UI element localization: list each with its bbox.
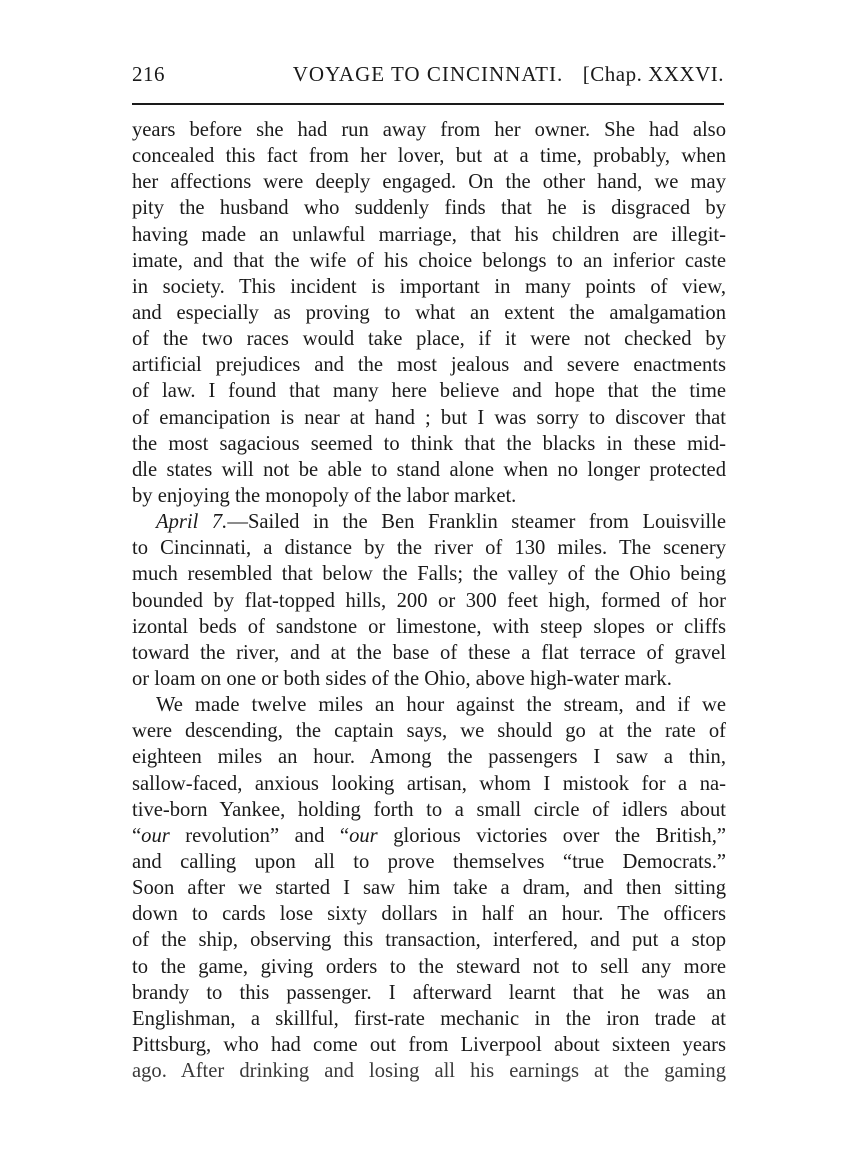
chapter-label: [Chap. XXXVI. bbox=[582, 62, 724, 86]
text-line: We made twelve miles an hour against the stream, and if we bbox=[156, 694, 726, 717]
text-line: and calling upon all to prove themselves “true Democrats.” bbox=[132, 850, 726, 873]
text-line: of the two races would take place, if it were not checked by bbox=[132, 328, 726, 351]
text-line: by enjoying the monopoly of the labor market. bbox=[132, 484, 517, 507]
text-line: toward the river, and at the base of these a flat terrace of gravel bbox=[132, 641, 726, 664]
text-line: concealed this fact from her lover, but at a time, probably, when bbox=[132, 145, 726, 168]
open-quote: “ bbox=[132, 824, 142, 847]
text-line: were descending, the captain says, we should go at the rate of bbox=[132, 720, 726, 743]
text-line-segment: revolution” and “ bbox=[169, 824, 350, 847]
text-line: tive-born Yankee, holding forth to a small circle of idlers about bbox=[132, 798, 726, 821]
text-line: having made an unlawful marriage, that his children are illegit- bbox=[132, 223, 726, 246]
page-number: 216 bbox=[132, 62, 165, 86]
italic-our: our bbox=[349, 824, 378, 847]
text-line: Englishman, a skillful, first-rate mechanic in the iron trade at bbox=[132, 1007, 726, 1030]
text-line: sallow-faced, anxious looking artisan, whom I mistook for a na- bbox=[132, 772, 726, 795]
text-line: bounded by flat-topped hills, 200 or 300 feet high, formed of hor bbox=[132, 589, 726, 612]
text-line: of emancipation is near at hand ; but I was sorry to discover that bbox=[132, 406, 726, 429]
text-line: to Cincinnati, a distance by the river of 130 miles. The scenery bbox=[132, 537, 726, 560]
text-line: Pittsburg, who had come out from Liverpool about sixteen years bbox=[132, 1033, 726, 1056]
text-line: dle states will not be able to stand alone when no longer protected bbox=[132, 458, 726, 481]
text-line: years before she had run away from her owner. She had also bbox=[132, 119, 726, 141]
text-line: down to cards lose sixty dollars in half an hour. The officers bbox=[132, 903, 726, 926]
text-line: eighteen miles an hour. Among the passengers I saw a thin, bbox=[132, 746, 726, 769]
dateline-line bbox=[132, 509, 726, 535]
running-title: VOYAGE TO CINCINNATI. bbox=[292, 62, 564, 86]
text-line: brandy to this passenger. I afterward learnt that he was an bbox=[132, 981, 726, 1004]
text-line: and especially as proving to what an extent the amalgamation bbox=[132, 301, 726, 324]
dateline: April 7. bbox=[156, 511, 228, 534]
text-line: of the ship, observing this transaction, interfered, and put a stop bbox=[132, 929, 726, 952]
running-head bbox=[132, 62, 724, 92]
text-line: to the game, giving orders to the steward not to sell any more bbox=[132, 955, 726, 978]
text-line: izontal beds of sandstone or limestone, with steep slopes or cliffs bbox=[132, 615, 726, 638]
quoted-line bbox=[132, 823, 726, 849]
text-line-segment: —Sailed in the Ben Franklin steamer from Louisville bbox=[227, 511, 726, 534]
text-line: ago. After drinking and losing all his earnings at the gaming bbox=[132, 1060, 726, 1083]
text-line: her affections were deeply engaged. On the other hand, we may bbox=[132, 171, 726, 194]
text-line: much resembled that below the Falls; the valley of the Ohio being bbox=[132, 563, 726, 586]
text-line: artificial prejudices and the most jealous and severe enactments bbox=[132, 354, 726, 377]
text-line: the most sagacious seemed to think that the blacks in these mid- bbox=[132, 432, 726, 455]
italic-our: our bbox=[141, 824, 170, 847]
text-line: pity the husband who suddenly finds that he is disgraced by bbox=[132, 197, 726, 220]
text-line: in society. This incident is important in many points of view, bbox=[132, 275, 726, 298]
text-line: Soon after we started I saw him take a dram, and then sitting bbox=[132, 877, 726, 900]
text-line-segment: glorious victories over the British,” bbox=[377, 824, 726, 847]
text-line: imate, and that the wife of his choice belongs to an inferior caste bbox=[132, 249, 726, 272]
text-line: of law. I found that many here believe and hope that the time bbox=[132, 380, 726, 403]
body-text bbox=[132, 117, 726, 1084]
header-rule bbox=[132, 103, 724, 105]
text-line: or loam on one or both sides of the Ohio, above high-water mark. bbox=[132, 667, 672, 690]
